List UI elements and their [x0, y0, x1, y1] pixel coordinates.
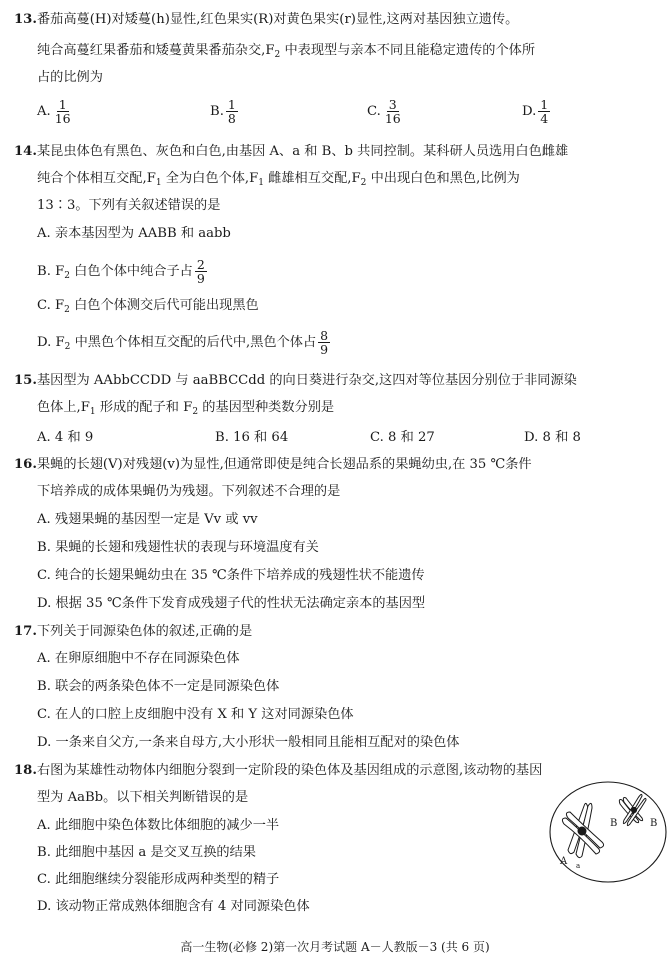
q15-stem-line2 — [37, 398, 334, 422]
q18-option-d[interactable] — [37, 897, 310, 917]
q18-stem-text2: 型为 AaBb。以下相关判断错误的是 — [37, 790, 249, 805]
gene-label-A: A — [560, 856, 568, 867]
q15-number: 15. — [14, 373, 37, 388]
q15-stem-text1: 基因型为 AAbbCCDD 与 aaBBCCdd 的向日葵进行杂交,这四对等位基因分别位于非同源染 — [36, 373, 577, 388]
subscript: 1 — [258, 178, 264, 188]
q14-stem-text2d: 中出现白色和黑色,比例为 — [366, 171, 520, 186]
option-text: A. 4 和 9 — [37, 430, 94, 445]
numerator: 1 — [58, 97, 67, 112]
fraction — [318, 329, 330, 356]
numerator: 1 — [227, 97, 236, 112]
page-footer: 高一生物(必修 2)第一次月考试题 A－人教版－3 (共 6 页) — [180, 940, 490, 954]
q15-stem-line1 — [14, 371, 577, 391]
q17-option-a[interactable] — [37, 649, 240, 669]
q17-number: 17. — [14, 624, 37, 639]
q16-option-c[interactable] — [37, 566, 425, 586]
q18-option-c[interactable] — [37, 870, 279, 890]
q17-option-b[interactable] — [37, 677, 279, 697]
fraction — [226, 98, 238, 125]
subscript: 2 — [64, 271, 70, 281]
fraction — [195, 258, 207, 285]
q16-option-d[interactable] — [37, 594, 425, 614]
q15-option-b[interactable] — [215, 426, 288, 445]
option-text: A. 亲本基因型为 AABB 和 aabb — [37, 226, 231, 241]
denominator: 16 — [384, 111, 401, 127]
fraction — [383, 98, 403, 125]
numerator: 2 — [196, 256, 205, 272]
option-label: C. — [367, 104, 381, 120]
q13-stem-text2b: 中表现型与亲本不同且能稳定遗传的个体所 — [280, 43, 536, 58]
option-text: 白色个体中纯合子占 — [69, 264, 193, 279]
gene-label-a: a — [576, 862, 581, 870]
q18-stem-text1: 右图为某雄性动物体内细胞分裂到一定阶段的染色体及基因组成的示意图,该动物的基因 — [36, 763, 543, 778]
q16-option-b[interactable] — [37, 538, 319, 558]
subscript: 2 — [64, 342, 71, 352]
option-text: B. 此细胞中基因 a 是交叉互换的结果 — [37, 845, 256, 860]
denominator: 9 — [196, 271, 205, 286]
subscript: 2 — [192, 407, 199, 417]
option-label: D. F — [37, 335, 65, 350]
q16-stem-text1: 果蝇的长翅(V)对残翅(v)为显性,但通常即使是纯合长翅品系的果蝇幼虫,在 35 ℃条件 — [36, 457, 532, 472]
gene-label-B-left: B — [610, 818, 618, 829]
q14-option-c[interactable] — [37, 296, 259, 320]
option-text: D. 8 和 8 — [524, 430, 581, 445]
q18-stem-line1 — [14, 761, 542, 781]
subscript: 2 — [274, 50, 281, 60]
option-text: A. 此细胞中染色体数比体细胞的减少一半 — [37, 818, 280, 833]
q18-stem-line2 — [37, 788, 248, 808]
q15-stem-text2c: 的基因型种类数分别是 — [198, 400, 335, 415]
q13-stem-line2 — [37, 41, 535, 65]
option-text: B. 联会的两条染色体不一定是同源染色体 — [37, 679, 280, 694]
option-text: C. 在人的口腔上皮细胞中没有 X 和 Y 这对同源染色体 — [37, 707, 354, 722]
option-label: A. — [37, 104, 51, 120]
chromosome-small — [619, 794, 646, 825]
q15-option-a[interactable] — [37, 426, 93, 445]
fraction — [53, 98, 73, 125]
q18-option-b[interactable] — [37, 843, 256, 863]
q13-option-a[interactable] — [37, 98, 75, 125]
q15-option-c[interactable] — [370, 426, 435, 445]
denominator: 16 — [54, 111, 71, 127]
cell-membrane — [550, 782, 666, 882]
q17-stem-line1 — [14, 622, 252, 642]
q15-option-d[interactable] — [524, 426, 581, 445]
q14-option-b[interactable] — [37, 257, 209, 291]
q14-stem-text2c: 雌雄相互交配,F — [263, 171, 361, 186]
q13-option-b[interactable] — [210, 98, 240, 125]
subscript: 1 — [89, 407, 96, 417]
q18-number: 18. — [14, 763, 37, 778]
option-text: A. 残翅果蝇的基因型一定是 Vv 或 vv — [37, 512, 258, 527]
q13-stem-text2a: 纯合高蔓红果番茄和矮蔓黄果番茄杂交,F — [37, 43, 275, 58]
q14-stem-line1 — [14, 142, 568, 162]
q16-stem-line1 — [14, 455, 532, 475]
cell-division-diagram — [546, 778, 670, 886]
q13-stem-text3: 占的比例为 — [37, 70, 103, 85]
q14-option-a[interactable] — [37, 224, 231, 244]
q17-stem-text1: 下列关于同源染色体的叙述,正确的是 — [36, 624, 253, 639]
option-text: 中黑色个体相互交配的后代中,黑色个体占 — [70, 335, 317, 350]
denominator: 8 — [227, 111, 236, 127]
q13-stem-text1: 番茄高蔓(H)对矮蔓(h)显性,红色果实(R)对黄色果实(r)显性,这两对基因独立遗传。 — [36, 12, 519, 27]
option-text: C. 此细胞继续分裂能形成两种类型的精子 — [37, 872, 280, 887]
numerator: 8 — [320, 327, 329, 343]
q13-stem-line1 — [14, 10, 518, 30]
option-text: B. 16 和 64 — [215, 430, 289, 445]
q17-option-d[interactable] — [37, 733, 460, 753]
q16-number: 16. — [14, 457, 37, 472]
q15-stem-text2a: 色体上,F — [37, 400, 90, 415]
numerator: 3 — [388, 97, 397, 112]
option-label: B. F — [37, 264, 65, 279]
option-text: B. 果蝇的长翅和残翅性状的表现与环境温度有关 — [37, 540, 319, 555]
option-text: A. 在卵原细胞中不存在同源染色体 — [37, 651, 240, 666]
subscript: 2 — [64, 305, 70, 315]
option-label: D. — [522, 104, 537, 120]
chromosome-large — [562, 803, 603, 857]
q16-option-a[interactable] — [37, 510, 258, 530]
subscript: 2 — [360, 178, 367, 188]
option-text: C. 纯合的长翅果蝇幼虫在 35 ℃条件下培养成的残翅性状不能遗传 — [37, 568, 425, 583]
gene-label-B-right: B — [650, 818, 658, 829]
fraction — [538, 98, 550, 125]
option-text: C. 8 和 27 — [370, 430, 435, 445]
option-text: D. 该动物正常成熟体细胞含有 4 对同源染色体 — [37, 899, 310, 914]
option-text: D. 根据 35 ℃条件下发育成残翅子代的性状无法确定亲本的基因型 — [37, 596, 426, 611]
q14-stem-text3: 13∶3。下列有关叙述错误的是 — [37, 198, 221, 213]
option-label: C. F — [37, 298, 65, 313]
option-label: B. — [210, 104, 224, 120]
q18-option-a[interactable] — [37, 816, 279, 836]
q14-number: 14. — [14, 144, 37, 159]
q15-stem-text2b: 形成的配子和 F — [95, 400, 193, 415]
numerator: 1 — [540, 97, 549, 112]
q14-stem-text2b: 全为白色个体,F — [161, 171, 259, 186]
denominator: 4 — [540, 111, 549, 127]
q14-stem-line2 — [37, 169, 520, 193]
subscript: 1 — [155, 178, 162, 188]
q16-stem-text2: 下培养成的成体果蝇仍为残翅。下列叙述不合理的是 — [37, 484, 341, 499]
q14-stem-text1: 某昆虫体色有黑色、灰色和白色,由基因 A、a 和 B、b 共同控制。某科研人员选用白色雌雄 — [36, 144, 569, 159]
q14-stem-line3 — [37, 196, 220, 216]
option-text: 白色个体测交后代可能出现黑色 — [69, 298, 259, 313]
q14-option-d[interactable] — [37, 328, 332, 362]
denominator: 9 — [320, 342, 329, 357]
q14-stem-text2a: 纯合个体相互交配,F — [37, 171, 156, 186]
q13-number: 13. — [14, 12, 37, 27]
q13-option-c[interactable] — [367, 98, 405, 125]
q17-option-c[interactable] — [37, 705, 354, 725]
q13-stem-line3 — [37, 68, 103, 88]
q16-stem-line2 — [37, 482, 340, 502]
option-text: D. 一条来自父方,一条来自母方,大小形状一般相同且能相互配对的染色体 — [37, 735, 460, 750]
q13-option-d[interactable] — [522, 98, 552, 125]
